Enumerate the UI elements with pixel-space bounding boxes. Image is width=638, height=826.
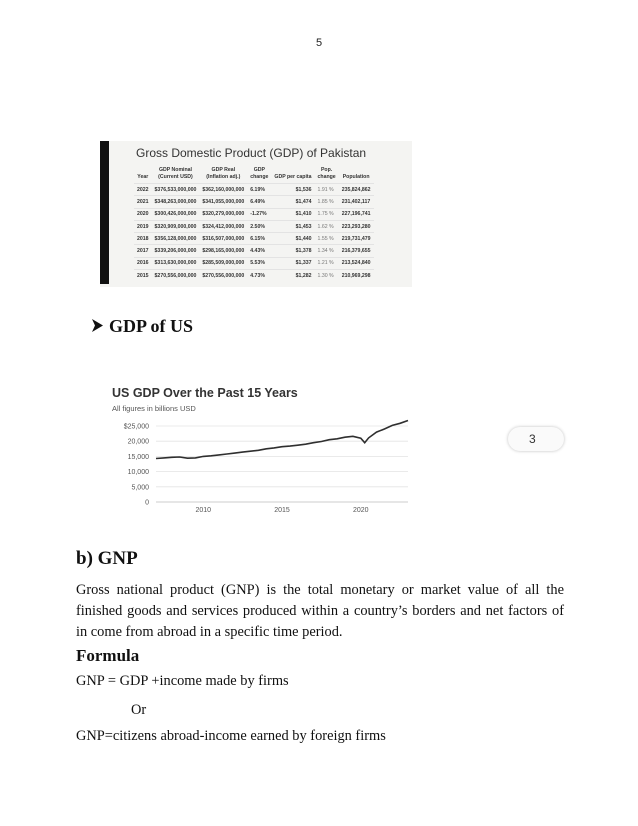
pakistan-gdp-figure xyxy=(100,141,412,287)
pakistan-gdp-table xyxy=(134,166,374,281)
table-cell: $341,055,000,000 xyxy=(199,196,247,208)
page-badge: 3 xyxy=(508,427,564,451)
table-row xyxy=(134,184,374,196)
table-header-cell xyxy=(247,166,271,184)
table-header-line: Population xyxy=(342,174,370,180)
gnp-heading: b) GNP xyxy=(76,548,138,569)
table-header-line: GDP Real xyxy=(211,167,236,173)
table-cell: 2.50% xyxy=(247,220,271,232)
y-tick-label: 0 xyxy=(145,499,149,507)
table-header-line: (Inflation adj.) xyxy=(206,174,241,180)
table-cell: 235,824,862 xyxy=(339,184,374,196)
table-cell: 2018 xyxy=(134,233,152,245)
chart-subtitle: All figures in billions USD xyxy=(112,404,196,413)
page-number: 5 xyxy=(315,37,323,49)
y-tick-label: $25,000 xyxy=(123,423,149,431)
table-header-row xyxy=(134,166,374,184)
table-cell: -1.27% xyxy=(247,208,271,220)
y-tick-label: 15,000 xyxy=(127,453,149,461)
x-tick-label: 2015 xyxy=(274,507,290,514)
chart-title: US GDP Over the Past 15 Years xyxy=(112,386,298,400)
table-cell: 6.19% xyxy=(247,184,271,196)
table-row xyxy=(134,245,374,257)
table-cell: $1,410 xyxy=(271,208,314,220)
table-cell: $1,378 xyxy=(271,245,314,257)
table-cell: $300,426,000,000 xyxy=(152,208,200,220)
table-cell: 213,524,840 xyxy=(339,257,374,269)
table-header-cell xyxy=(152,166,200,184)
formula-or: Or xyxy=(131,702,147,718)
table-cell: 216,379,655 xyxy=(339,245,374,257)
table-cell: 1.91 % xyxy=(315,184,339,196)
table-cell: $1,440 xyxy=(271,233,314,245)
table-cell: 4.73% xyxy=(247,270,271,282)
table-cell: $298,165,000,000 xyxy=(199,245,247,257)
table-header-cell xyxy=(271,166,314,184)
x-axis-ticks xyxy=(195,507,368,514)
table-cell: 2015 xyxy=(134,270,152,282)
table-cell: 1.85 % xyxy=(315,196,339,208)
table-row xyxy=(134,220,374,232)
table-header-cell xyxy=(134,166,152,184)
table-row xyxy=(134,233,374,245)
y-tick-label: 20,000 xyxy=(127,438,149,446)
table-cell: $1,536 xyxy=(271,184,314,196)
table-cell: $348,263,000,000 xyxy=(152,196,200,208)
table-cell: $1,453 xyxy=(271,220,314,232)
table-cell: 1.55 % xyxy=(315,233,339,245)
table-cell: $270,556,000,000 xyxy=(199,270,247,282)
table-cell: 1.75 % xyxy=(315,208,339,220)
table-header-line: (Current USD) xyxy=(158,174,193,180)
table-cell: $1,282 xyxy=(271,270,314,282)
table-row xyxy=(134,257,374,269)
table-cell: $362,160,000,000 xyxy=(199,184,247,196)
table-cell: 227,196,741 xyxy=(339,208,374,220)
table-cell: 2020 xyxy=(134,208,152,220)
x-tick-label: 2020 xyxy=(352,507,369,514)
arrow-bullet-icon xyxy=(92,316,103,337)
table-header-line: Year xyxy=(137,174,149,180)
table-cell: 210,969,298 xyxy=(339,270,374,282)
table-row xyxy=(134,208,374,220)
table-cell: 2017 xyxy=(134,245,152,257)
table-cell: 2021 xyxy=(134,196,152,208)
table-cell: 231,402,117 xyxy=(339,196,374,208)
x-tick-label: 2010 xyxy=(195,507,212,514)
table-cell: 2022 xyxy=(134,184,152,196)
formula-line-2: GNP=citizens abroad-income earned by foreign firms xyxy=(76,728,386,744)
table-cell: 223,293,280 xyxy=(339,220,374,232)
table-cell: $1,474 xyxy=(271,196,314,208)
table-cell: 2016 xyxy=(134,257,152,269)
table-header-cell xyxy=(315,166,339,184)
gnp-definition-paragraph: Gross national product (GNP) is the total monetary or market value of all the finished goods and services produced within a country’s borders and net factors of in come from abroad in a specific time period. xyxy=(76,582,564,640)
table-cell: 1.21 % xyxy=(315,257,339,269)
table-header-line: GDP xyxy=(253,167,265,173)
table-cell: $320,279,000,000 xyxy=(199,208,247,220)
table-cell: $313,630,000,000 xyxy=(152,257,200,269)
table-cell: $320,909,000,000 xyxy=(152,220,200,232)
y-tick-label: 5,000 xyxy=(131,484,149,492)
table-cell: $1,337 xyxy=(271,257,314,269)
table-cell: 4.43% xyxy=(247,245,271,257)
table-cell: 1.30 % xyxy=(315,270,339,282)
table-cell: $324,412,000,000 xyxy=(199,220,247,232)
table-cell: 1.34 % xyxy=(315,245,339,257)
table-cell: $376,533,000,000 xyxy=(152,184,200,196)
figure-side-bar xyxy=(100,141,109,284)
table-cell: 2019 xyxy=(134,220,152,232)
table-header-cell xyxy=(199,166,247,184)
table-row xyxy=(134,196,374,208)
table-row xyxy=(134,270,374,282)
gdp-us-heading-text: GDP of US xyxy=(109,316,194,336)
table-cell: 219,731,479 xyxy=(339,233,374,245)
formula-line-1: GNP = GDP +income made by firms xyxy=(76,673,289,689)
formula-heading: Formula xyxy=(76,646,140,665)
y-axis-ticks xyxy=(124,424,149,507)
table-cell: $339,206,000,000 xyxy=(152,245,200,257)
table-cell: $316,507,000,000 xyxy=(199,233,247,245)
gdp-us-heading xyxy=(92,316,193,337)
table-cell: $270,556,000,000 xyxy=(152,270,200,282)
table-header-line: GDP per capita xyxy=(274,174,312,180)
table-header-line: change xyxy=(317,174,336,180)
table-cell: $285,509,000,000 xyxy=(199,257,247,269)
table-cell: 6.49% xyxy=(247,196,271,208)
table-cell: 1.62 % xyxy=(315,220,339,232)
table-cell: 6.15% xyxy=(247,233,271,245)
table-header-line: Pop. xyxy=(320,167,333,173)
table-header-cell xyxy=(339,166,374,184)
us-gdp-chart xyxy=(100,378,560,518)
table-header-line: change xyxy=(250,174,269,180)
table-body xyxy=(134,184,374,282)
table-header-line: GDP Nominal xyxy=(158,167,192,173)
y-tick-label: 10,000 xyxy=(127,469,149,477)
table-cell: 5.53% xyxy=(247,257,271,269)
table-cell: $356,128,000,000 xyxy=(152,233,200,245)
pakistan-table-title: Gross Domestic Product (GDP) of Pakistan xyxy=(136,146,367,160)
